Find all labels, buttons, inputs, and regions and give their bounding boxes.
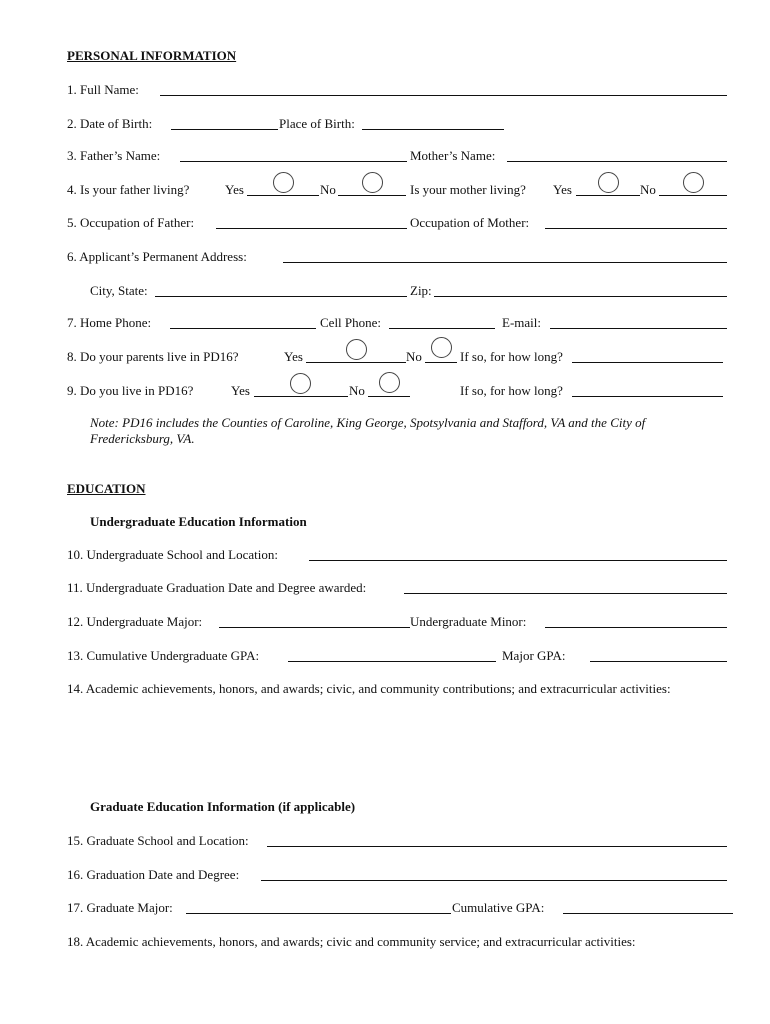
mothers-name-field[interactable] — [507, 161, 727, 162]
place-of-birth-field[interactable] — [362, 129, 504, 130]
mother-living-yes-radio[interactable] — [598, 172, 619, 193]
graduate-major-label: 17. Graduate Major: — [67, 900, 173, 915]
home-phone-label: 7. Home Phone: — [67, 315, 152, 330]
undergrad-major-field[interactable] — [219, 627, 410, 628]
parents-pd16-yes-label: Yes — [284, 349, 303, 364]
email-field[interactable] — [550, 328, 727, 329]
live-pd16-no-label: No — [349, 383, 365, 398]
undergrad-gpa-field[interactable] — [288, 661, 496, 662]
father-living-no-label: No — [320, 182, 336, 197]
graduation-degree-field[interactable] — [261, 880, 727, 881]
full-name-label: 1. Full Name: — [67, 82, 139, 97]
father-occupation-field[interactable] — [216, 228, 407, 229]
undergrad-gpa-label: 13. Cumulative Undergraduate GPA: — [67, 648, 260, 663]
personal-information-heading: PERSONAL INFORMATION — [67, 48, 237, 63]
fathers-name-label: 3. Father’s Name: — [67, 148, 161, 163]
live-pd16-no-radio[interactable] — [379, 372, 400, 393]
father-living-label: 4. Is your father living? — [67, 182, 190, 197]
undergrad-minor-label: Undergraduate Minor: — [410, 614, 527, 629]
education-heading: EDUCATION — [67, 481, 146, 496]
father-living-yes-radio[interactable] — [273, 172, 294, 193]
parents-pd16-no-label: No — [406, 349, 422, 364]
undergrad-minor-field[interactable] — [545, 627, 727, 628]
undergrad-degree-label: 11. Undergraduate Graduation Date and Degree awarded: — [67, 580, 367, 595]
fathers-name-field[interactable] — [180, 161, 407, 162]
full-name-field[interactable] — [160, 95, 727, 96]
zip-label: Zip: — [410, 283, 432, 298]
father-occupation-label: 5. Occupation of Father: — [67, 215, 195, 230]
undergrad-achievements-label: 14. Academic achievements, honors, and awards; civic, and community contributions; and extracurricular activities: — [67, 681, 671, 696]
graduate-heading: Graduate Education Information (if applicable) — [90, 799, 356, 814]
live-pd16-how-long-field[interactable] — [572, 396, 723, 397]
parents-pd16-yes-radio[interactable] — [346, 339, 367, 360]
mother-living-no-radio[interactable] — [683, 172, 704, 193]
mother-living-no-label: No — [640, 182, 656, 197]
email-label: E-mail: — [502, 315, 541, 330]
mother-occupation-field[interactable] — [545, 228, 727, 229]
date-of-birth-label: 2. Date of Birth: — [67, 116, 153, 131]
major-gpa-label: Major GPA: — [502, 648, 566, 663]
cell-phone-label: Cell Phone: — [320, 315, 382, 330]
pd16-note: Note: PD16 includes the Counties of Caroline, King George, Spotsylvania and Stafford, VA and the City of Fredericksburg, VA. — [90, 415, 646, 446]
parents-pd16-no-radio[interactable] — [431, 337, 452, 358]
parents-pd16-yes-line — [306, 362, 406, 363]
permanent-address-label: 6. Applicant’s Permanent Address: — [67, 249, 247, 264]
undergrad-school-label: 10. Undergraduate School and Location: — [67, 547, 278, 562]
zip-field[interactable] — [434, 296, 727, 297]
undergrad-achievements-area[interactable] — [90, 716, 727, 786]
permanent-address-field[interactable] — [283, 262, 727, 263]
graduate-school-field[interactable] — [267, 846, 727, 847]
live-pd16-how-long-label: If so, for how long? — [460, 383, 563, 398]
mother-living-label: Is your mother living? — [410, 182, 526, 197]
city-state-field[interactable] — [155, 296, 407, 297]
graduate-major-field[interactable] — [186, 913, 451, 914]
mother-occupation-label: Occupation of Mother: — [410, 215, 530, 230]
major-gpa-field[interactable] — [590, 661, 727, 662]
father-living-no-line — [338, 195, 406, 196]
city-state-label: City, State: — [90, 283, 148, 298]
live-pd16-yes-label: Yes — [231, 383, 250, 398]
mothers-name-label: Mother’s Name: — [410, 148, 496, 163]
graduate-gpa-field[interactable] — [563, 913, 733, 914]
parents-pd16-how-long-field[interactable] — [572, 362, 723, 363]
graduate-achievements-label: 18. Academic achievements, honors, and awards; civic and community service; and extracurricular activities: — [67, 934, 636, 949]
parents-pd16-no-line — [425, 362, 457, 363]
home-phone-field[interactable] — [170, 328, 316, 329]
live-pd16-label: 9. Do you live in PD16? — [67, 383, 194, 398]
undergrad-school-field[interactable] — [309, 560, 727, 561]
live-pd16-yes-radio[interactable] — [290, 373, 311, 394]
graduation-degree-label: 16. Graduation Date and Degree: — [67, 867, 240, 882]
date-of-birth-field[interactable] — [171, 129, 278, 130]
graduate-school-label: 15. Graduate School and Location: — [67, 833, 249, 848]
undergrad-degree-field[interactable] — [404, 593, 727, 594]
live-pd16-no-line — [368, 396, 410, 397]
father-living-no-radio[interactable] — [362, 172, 383, 193]
undergraduate-heading: Undergraduate Education Information — [90, 514, 307, 529]
undergrad-major-label: 12. Undergraduate Major: — [67, 614, 203, 629]
graduate-gpa-label: Cumulative GPA: — [452, 900, 545, 915]
cell-phone-field[interactable] — [389, 328, 495, 329]
parents-pd16-label: 8. Do your parents live in PD16? — [67, 349, 239, 364]
father-living-yes-label: Yes — [225, 182, 244, 197]
mother-living-yes-label: Yes — [553, 182, 572, 197]
parents-pd16-how-long-label: If so, for how long? — [460, 349, 563, 364]
father-living-yes-line — [247, 195, 319, 196]
live-pd16-yes-line — [254, 396, 348, 397]
mother-living-yes-line — [576, 195, 640, 196]
mother-living-no-line — [659, 195, 727, 196]
place-of-birth-label: Place of Birth: — [279, 116, 355, 131]
